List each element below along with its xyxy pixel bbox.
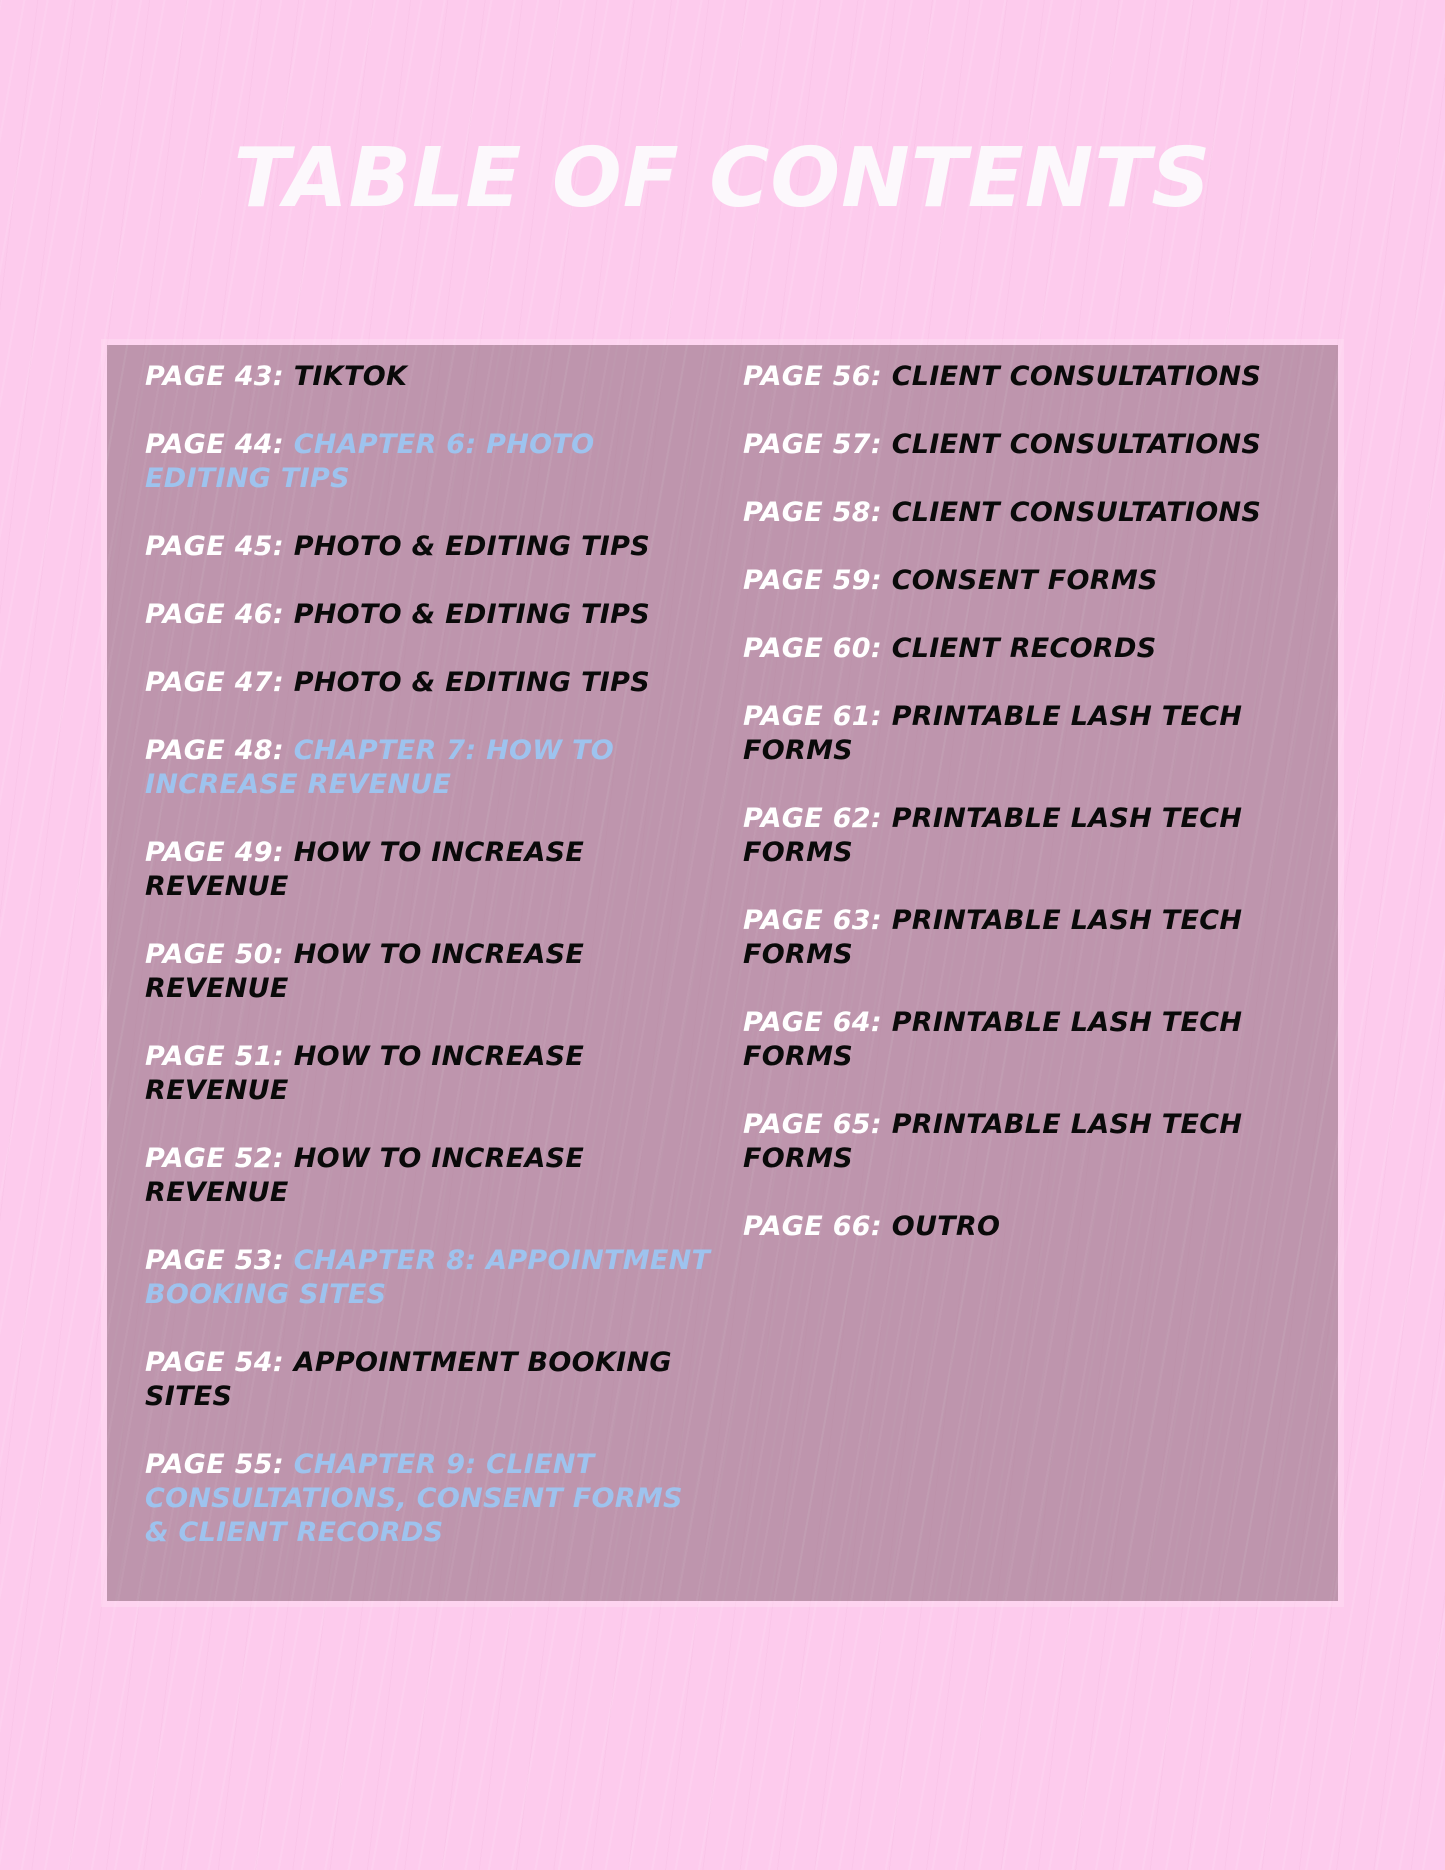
toc-page-number: PAGE 61:: [743, 701, 882, 732]
toc-left-column: [145, 360, 715, 1584]
toc-page-number: PAGE 53:: [145, 1245, 284, 1276]
toc-page-number: PAGE 55:: [145, 1449, 284, 1480]
toc-entry-title: PRINTABLE LASH TECH FORMS: [743, 1007, 1243, 1072]
toc-entry[interactable]: [743, 1006, 1303, 1074]
toc-page-number: PAGE 51:: [145, 1041, 284, 1072]
toc-entry[interactable]: [145, 1142, 715, 1210]
toc-entry-title: PRINTABLE LASH TECH FORMS: [743, 701, 1243, 766]
toc-page-number: PAGE 44:: [145, 429, 284, 460]
toc-entry[interactable]: [145, 360, 715, 394]
toc-page-number: PAGE 46:: [145, 599, 284, 630]
toc-page-number: PAGE 59:: [743, 565, 882, 596]
toc-entry-title: HOW TO INCREASE REVENUE: [145, 1041, 585, 1106]
toc-entry-title: PHOTO & EDITING TIPS: [293, 531, 650, 562]
toc-entry[interactable]: [145, 938, 715, 1006]
toc-page-number: PAGE 64:: [743, 1007, 882, 1038]
toc-entry-title: HOW TO INCREASE REVENUE: [145, 939, 585, 1004]
toc-page-number: PAGE 49:: [145, 837, 284, 868]
toc-entry-title: PHOTO & EDITING TIPS: [293, 599, 650, 630]
toc-entry-title: PRINTABLE LASH TECH FORMS: [743, 803, 1243, 868]
toc-entry-title: HOW TO INCREASE REVENUE: [145, 1143, 585, 1208]
toc-page-number: PAGE 43:: [145, 361, 284, 392]
toc-chapter-entry[interactable]: [145, 1448, 715, 1550]
toc-entry-title: APPOINTMENT BOOKING SITES: [145, 1347, 672, 1412]
toc-entry[interactable]: [145, 666, 715, 700]
toc-page-number: PAGE 60:: [743, 633, 882, 664]
toc-page-number: PAGE 52:: [145, 1143, 284, 1174]
toc-entry[interactable]: [145, 1346, 715, 1414]
toc-entry[interactable]: [145, 530, 715, 564]
toc-page-number: PAGE 47:: [145, 667, 284, 698]
toc-entry-title: OUTRO: [891, 1211, 1001, 1242]
toc-entry-title: CONSENT FORMS: [891, 565, 1158, 596]
toc-entry-title: CLIENT CONSULTATIONS: [891, 429, 1262, 460]
toc-entry[interactable]: [743, 1108, 1303, 1176]
toc-chapter-entry[interactable]: [145, 428, 715, 496]
toc-page-number: PAGE 54:: [145, 1347, 284, 1378]
toc-page-number: PAGE 48:: [145, 735, 284, 766]
toc-page-number: PAGE 56:: [743, 361, 882, 392]
toc-right-column: [743, 360, 1303, 1278]
page-title: TABLE OF CONTENTS: [233, 131, 1212, 226]
toc-page-number: PAGE 66:: [743, 1211, 882, 1242]
toc-page-number: PAGE 45:: [145, 531, 284, 562]
toc-entry[interactable]: [743, 632, 1303, 666]
toc-entry[interactable]: [743, 1210, 1303, 1244]
toc-entry[interactable]: [743, 428, 1303, 462]
toc-page-number: PAGE 63:: [743, 905, 882, 936]
toc-page-number: PAGE 62:: [743, 803, 882, 834]
toc-entry[interactable]: [743, 564, 1303, 598]
toc-entry-title: PHOTO & EDITING TIPS: [293, 667, 650, 698]
toc-entry-title: CLIENT RECORDS: [891, 633, 1157, 664]
toc-entry[interactable]: [145, 598, 715, 632]
toc-page-number: PAGE 50:: [145, 939, 284, 970]
toc-entry[interactable]: [145, 836, 715, 904]
toc-chapter-title: CHAPTER 8: APPOINTMENT BOOKING SITES: [145, 1245, 711, 1310]
toc-entry[interactable]: [743, 802, 1303, 870]
toc-entry-title: CLIENT CONSULTATIONS: [891, 497, 1262, 528]
toc-entry-title: TIKTOK: [293, 361, 408, 392]
toc-entry[interactable]: [743, 700, 1303, 768]
toc-page-number: PAGE 58:: [743, 497, 882, 528]
toc-chapter-entry[interactable]: [145, 1244, 715, 1312]
toc-entry-title: PRINTABLE LASH TECH FORMS: [743, 905, 1243, 970]
toc-entry-title: CLIENT CONSULTATIONS: [891, 361, 1262, 392]
toc-entry-title: PRINTABLE LASH TECH FORMS: [743, 1109, 1243, 1174]
toc-chapter-entry[interactable]: [145, 734, 715, 802]
toc-chapter-title: CHAPTER 9: CLIENT CONSULTATIONS, CONSENT FORMS & CLIENT RECORDS: [145, 1449, 683, 1548]
toc-entry[interactable]: [145, 1040, 715, 1108]
toc-entry[interactable]: [743, 360, 1303, 394]
toc-entry-title: HOW TO INCREASE REVENUE: [145, 837, 585, 902]
toc-chapter-title: CHAPTER 7: HOW TO INCREASE REVENUE: [145, 735, 615, 800]
toc-panel: [107, 345, 1338, 1601]
toc-page-number: PAGE 65:: [743, 1109, 882, 1140]
toc-entry[interactable]: [743, 496, 1303, 530]
toc-entry[interactable]: [743, 904, 1303, 972]
toc-page-number: PAGE 57:: [743, 429, 882, 460]
toc-chapter-title: CHAPTER 6: PHOTO EDITING TIPS: [145, 429, 595, 494]
